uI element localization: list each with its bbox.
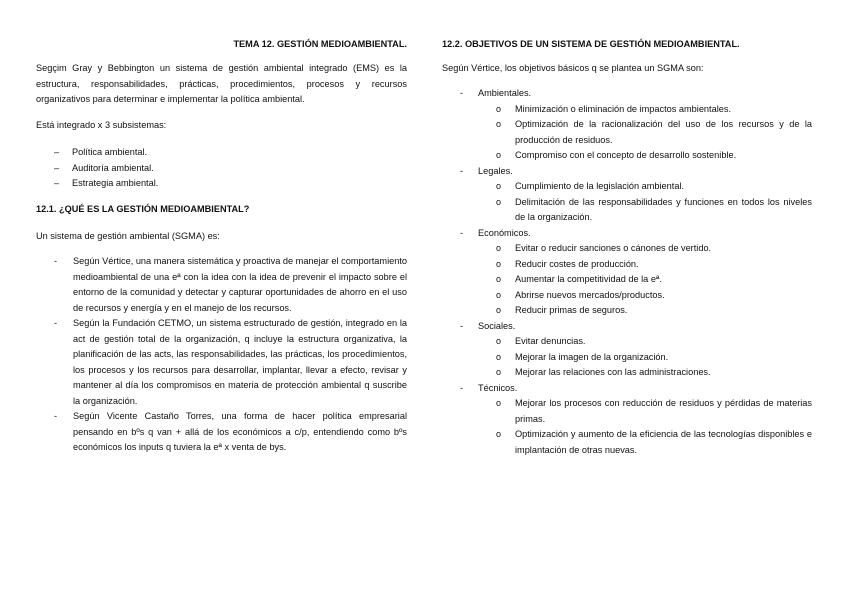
dash-bullet-icon: - <box>54 256 58 266</box>
dash-bullet-icon: - <box>54 411 58 421</box>
dash-bullet-icon: - <box>54 318 58 328</box>
list-item: o Optimización y aumento de la eficiencia de las tecnologías disponibles e implantación de otras nuevas. <box>496 429 812 455</box>
list-item: o Evitar o reducir sanciones o cánones de vertido. <box>442 241 812 257</box>
circle-bullet-icon: o <box>496 243 502 253</box>
subsystems-list <box>36 145 407 192</box>
list-item: o Mejorar los procesos con reducción de residuos y pérdidas de materias primas. <box>496 398 812 424</box>
list-item: o Aumentar la competitividad de la eª. <box>442 272 812 288</box>
list-item: – Estrategia ambiental. <box>36 176 407 192</box>
dash-bullet-icon: – <box>54 147 60 157</box>
circle-bullet-icon: o <box>496 429 502 439</box>
category-item: - Legales. <box>442 164 812 180</box>
category-item: - Técnicos. <box>442 381 812 397</box>
list-item: o Optimización de la racionalización del uso de los recursos y de la producción de residuos. <box>496 119 812 145</box>
circle-bullet-icon: o <box>496 103 502 114</box>
list-item: o Cumplimiento de la legislación ambiental. <box>442 179 812 195</box>
list-item: o Delimitación de las responsabilidades y funciones en todos los niveles de la organización. <box>496 196 812 222</box>
list-item: – Auditoría ambiental. <box>36 161 407 177</box>
circle-bullet-icon: o <box>496 258 502 269</box>
circle-bullet-icon: o <box>496 289 502 300</box>
circle-bullet-icon: o <box>496 305 502 315</box>
sgma-intro: Un sistema de gestión ambiental (SGMA) es: <box>36 231 220 241</box>
list-item: o Mejorar las relaciones con las administraciones. <box>442 365 812 381</box>
list-item: o Mejorar la imagen de la organización. <box>442 350 812 366</box>
list-item: - Según la Fundación CETMO, un sistema estructurado de gestión, integrado en la act de gestión total de la organización, q incluye la estructura organizativa, la planificación de las acts, las responsabilidades, las prácticas, los procedimientos, los procesos y los recursos para desarrollar, implantar, llevar a efecto, revisar y mantener al día los compromisos en materia de protección ambiental q suscribe la organización. <box>54 318 407 406</box>
list-item: o Abrirse nuevos mercados/productos. <box>442 288 812 304</box>
circle-bullet-icon: o <box>496 181 502 191</box>
intro-paragraph: Segçim Gray y Bebbington un sistema de gestión ambiental integrado (EMS) es la estructura, responsabilidades, prácticas, procedimientos, procesos y recursos organizativos para determinar e implementar la política ambiental. <box>36 63 407 104</box>
list-item: o Minimización o eliminación de impactos ambientales. <box>442 102 812 118</box>
dash-bullet-icon: - <box>460 165 464 176</box>
list-item: - Según Vértice, una manera sistemática y proactiva de manejar el comportamiento medioambiental de una eª con la idea con la idea de prevenir el impacto sobre el entorno de la comunidad y detectar y capturar oportunidades de ahorro en el uso de recursos y energía y en el manejo de los recursos. <box>54 256 407 313</box>
list-item: o Reducir primas de seguros. <box>442 303 812 319</box>
circle-bullet-icon: o <box>496 150 502 160</box>
list-item: - Según Vicente Castaño Torres, una forma de hacer política empresarial pensando en bºs q van + allá de los económicos a c/p, entendiendo como bºs económicos los inputs q tuviera la eª x venta de bys. <box>54 411 407 452</box>
circle-bullet-icon: o <box>496 351 502 362</box>
dash-bullet-icon: - <box>460 88 464 98</box>
dash-bullet-icon: - <box>460 227 464 238</box>
section-title-12-2: 12.2. OBJETIVOS DE UN SISTEMA DE GESTIÓN MEDIOAMBIENTAL. <box>442 39 740 49</box>
document-title: TEMA 12. GESTIÓN MEDIOAMBIENTAL. <box>233 39 407 49</box>
dash-bullet-icon: - <box>460 320 464 331</box>
circle-bullet-icon: o <box>496 119 502 129</box>
list-item: – Política ambiental. <box>36 145 407 161</box>
category-item: - Económicos. <box>442 226 812 242</box>
circle-bullet-icon: o <box>496 274 502 284</box>
dash-bullet-icon: - <box>460 382 464 393</box>
category-item: - Ambientales. <box>442 86 812 102</box>
circle-bullet-icon: o <box>496 196 502 207</box>
list-item: o Compromiso con el concepto de desarrollo sostenible. <box>442 148 812 164</box>
circle-bullet-icon: o <box>496 367 502 377</box>
dash-bullet-icon: – <box>54 178 60 188</box>
objectives-list <box>442 86 812 458</box>
circle-bullet-icon: o <box>496 336 502 346</box>
section-title-12-1: 12.1. ¿QUÉ ES LA GESTIÓN MEDIOAMBIENTAL? <box>36 204 250 214</box>
list-item: o Reducir costes de producción. <box>442 257 812 273</box>
dash-bullet-icon: – <box>54 162 60 173</box>
category-item: - Sociales. <box>442 319 812 335</box>
circle-bullet-icon: o <box>496 398 502 408</box>
list-item: o Evitar denuncias. <box>442 334 812 350</box>
objectives-intro: Según Vértice, los objetivos básicos q se plantea un SGMA son: <box>442 63 704 73</box>
subsystems-intro: Está integrado x 3 subsistemas: <box>36 120 167 130</box>
definitions-list <box>36 254 407 456</box>
